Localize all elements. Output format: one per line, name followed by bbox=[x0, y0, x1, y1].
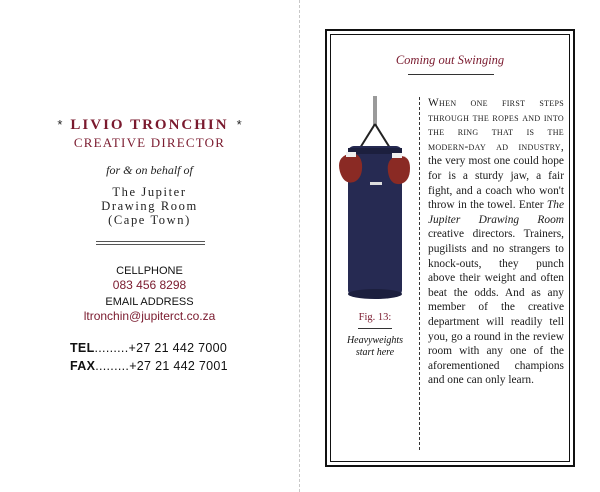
boxing-glove-left bbox=[339, 153, 362, 182]
star-left-icon: * bbox=[57, 117, 63, 132]
body-italic: The Jupiter Drawing Room bbox=[428, 199, 565, 226]
email-label: EMAIL ADDRESS bbox=[105, 296, 194, 308]
divider-top bbox=[96, 241, 205, 242]
figure-rule bbox=[358, 328, 392, 329]
body-rest: the very most one could hope for is a sturdy jaw, a fair fight, and a coach who won't throw in the towel. Enter bbox=[428, 155, 564, 212]
person-name: LIVIO TRONCHIN bbox=[70, 117, 229, 133]
bag-strap-left bbox=[360, 124, 375, 148]
boxing-glove-right bbox=[388, 156, 410, 184]
company-name bbox=[0, 185, 299, 227]
business-card bbox=[0, 0, 299, 492]
job-title: CREATIVE DIRECTOR bbox=[73, 135, 226, 150]
tel-line bbox=[70, 341, 227, 355]
fax-line bbox=[70, 359, 228, 373]
punching-bag-illustration bbox=[334, 96, 414, 306]
star-right-icon: * bbox=[236, 117, 242, 132]
bag-chain bbox=[373, 96, 377, 126]
fax-label: FAX bbox=[70, 359, 96, 373]
company-line-2: Drawing Room bbox=[101, 199, 198, 213]
cellphone-label: CELLPHONE bbox=[116, 265, 183, 277]
article-body bbox=[428, 96, 564, 388]
behalf-line: for & on behalf of bbox=[106, 163, 193, 177]
fax-dots: ......... bbox=[95, 359, 130, 373]
figure-caption: Heavyweights start here bbox=[346, 335, 404, 358]
column-divider bbox=[419, 97, 420, 450]
title-rule bbox=[408, 74, 494, 75]
tel-value[interactable]: +27 21 442 7000 bbox=[128, 341, 228, 355]
article-title: Coming out Swinging bbox=[395, 53, 505, 67]
fax-value: +27 21 442 7001 bbox=[129, 359, 228, 373]
tel-label: TEL bbox=[70, 341, 95, 355]
figure-label: Fig. 13: bbox=[358, 312, 392, 323]
divider-bottom bbox=[96, 244, 205, 245]
bag-strap-right bbox=[375, 124, 390, 148]
tel-dots: ......... bbox=[94, 341, 129, 355]
body-smallcaps: When one first steps through the ropes and into the ring that is the modern-day ad industry, bbox=[428, 97, 564, 153]
fold-line bbox=[299, 0, 300, 492]
name-row bbox=[0, 116, 299, 134]
cellphone-value[interactable]: 083 456 8298 bbox=[112, 278, 187, 292]
company-line-1: The Jupiter bbox=[112, 185, 187, 199]
email-value[interactable]: ltronchin@jupiterct.co.za bbox=[83, 309, 216, 323]
company-line-3: (Cape Town) bbox=[108, 213, 191, 227]
body-end: creative directors. Trainers, pugilists and no strangers to knock-outs, they punch above their weight and often beat the odds. And as any member of the creative department will readily tell you, go a round in the review room with any one of the aforementioned champions and one can only learn. bbox=[428, 228, 564, 387]
bag-logo bbox=[370, 182, 382, 185]
